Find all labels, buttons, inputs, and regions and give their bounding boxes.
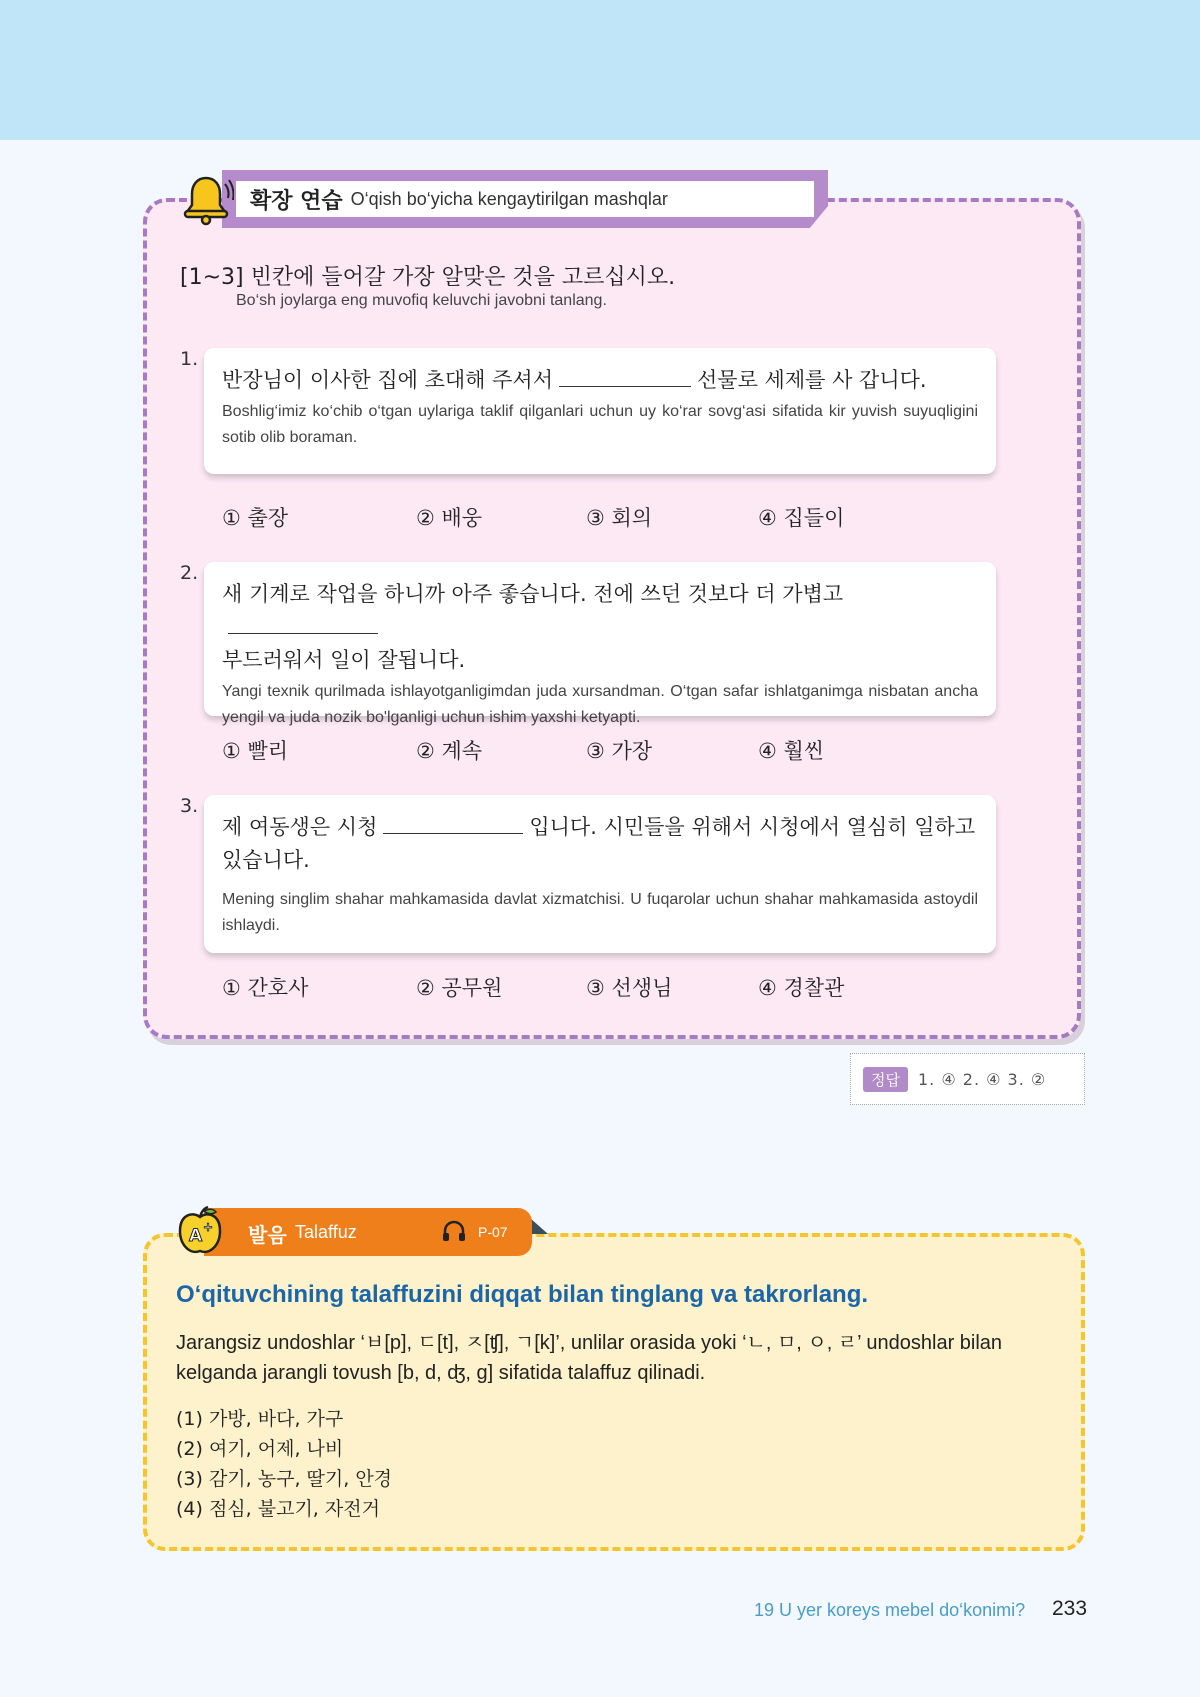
audio-track-label[interactable]: P-07 — [478, 1224, 508, 1240]
question-text-after: 부드러워서 일이 잘됩니다. — [222, 648, 466, 672]
svg-text:A: A — [189, 1226, 203, 1246]
question-text-ko — [222, 811, 978, 877]
blank-line — [228, 611, 378, 634]
exercise-title-uz: O‘qish bo‘yicha kengaytirilgan mashqlar — [350, 188, 668, 209]
question-text-ko — [222, 578, 978, 677]
question-card — [204, 348, 996, 474]
question-text-before: 반장님이 이사한 집에 초대해 주셔서 — [222, 368, 553, 392]
option-4[interactable]: ④ 경찰관 — [758, 976, 845, 1000]
option-3[interactable]: ③ 선생님 — [586, 976, 673, 1000]
page-number: 233 — [1052, 1597, 1088, 1620]
question-translation: Yangi texnik qurilmada ishlayotganligimdan juda xursandman. O‘tgan safar ishlatganimga nisbatan ancha yengil va juda nozik bo'lganligi uchun ishim yaxshi ketyapti. — [222, 683, 978, 726]
pronunciation-item: (4) 점심, 불고기, 자전거 — [176, 1498, 380, 1520]
tab-fold — [530, 1218, 548, 1234]
question-translation: Mening singlim shahar mahkamasida davlat xizmatchisi. U fuqarolar uchun shahar mahkamasida astoydil ishlaydi. — [222, 891, 978, 934]
question-text-after: 입니다. 시민들을 위해서 시청에서 열심히 일하고 있습니다. — [222, 815, 976, 872]
chapter-title: 19 U yer koreys mebel do‘konimi? — [754, 1600, 1026, 1620]
svg-text:+: + — [203, 1220, 214, 1234]
top-banner — [0, 0, 1200, 140]
option-1[interactable]: ① 출장 — [222, 506, 289, 530]
question-card — [204, 795, 996, 953]
pronunciation-item: (1) 가방, 바다, 가구 — [176, 1408, 344, 1430]
pronunciation-title-uz: Talaffuz — [295, 1222, 357, 1242]
question-number: 1. — [180, 348, 199, 370]
headphone-icon[interactable] — [442, 1220, 466, 1242]
question-text-before: 새 기계로 작업을 하니까 아주 좋습니다. 전에 쓰던 것보다 더 가볍고 — [222, 582, 844, 606]
pronunciation-title-ko: 발음 — [248, 1223, 287, 1247]
option-2[interactable]: ② 계속 — [416, 739, 483, 763]
answer-text: 1. ④ 2. ④ 3. ② — [917, 1069, 1047, 1089]
question-number: 3. — [180, 795, 199, 817]
question-card — [204, 562, 996, 726]
exercise-title-ko: 확장 연습 — [250, 188, 343, 214]
option-3[interactable]: ③ 회의 — [586, 506, 653, 530]
answer-key — [850, 1053, 1085, 1105]
question-text-after: 선물로 세제를 사 갑니다. — [697, 368, 927, 392]
option-4[interactable]: ④ 집들이 — [758, 506, 845, 530]
instruction-ko: [1~3] 빈칸에 들어갈 가장 알맞은 것을 고르십시오. — [180, 265, 676, 290]
option-2[interactable]: ② 배웅 — [416, 506, 483, 530]
option-1[interactable]: ① 간호사 — [222, 976, 309, 1000]
option-4[interactable]: ④ 훨씬 — [758, 739, 825, 763]
pronunciation-rule: Jarangsiz undoshlar ‘ㅂ[p], ㄷ[t], ㅈ[ʧ], ㄱ[k]’, unlilar orasida yoki ‘ㄴ, ㅁ, ㅇ, ㄹ’ undoshlar bilan kelganda jarangli tovush [b, d, ʤ, g] sifatida talaffuz qilinadi. — [176, 1332, 1003, 1384]
blank-line — [559, 364, 691, 387]
question-text-ko — [222, 364, 978, 397]
apple-icon — [172, 1203, 228, 1259]
exercise-title-bar — [236, 181, 814, 217]
question-translation: Boshlig‘imiz ko‘chib o‘tgan uylariga taklif qilganlari uchun uy ko‘rar sovg‘asi sifatida kir yuvish suyuqligini sotib olib boraman. — [222, 403, 978, 446]
instruction-uz: Bo‘sh joylarga eng muvofiq keluvchi javobni tanlang. — [236, 292, 607, 309]
answer-label: 정답 — [863, 1067, 908, 1092]
bell-icon — [178, 172, 234, 228]
option-2[interactable]: ② 공무원 — [416, 976, 503, 1000]
pronunciation-item: (3) 감기, 농구, 딸기, 안경 — [176, 1468, 393, 1490]
option-1[interactable]: ① 빨리 — [222, 739, 289, 763]
pronunciation-heading: O‘qituvchining talaffuzini diqqat bilan tinglang va takrorlang. — [176, 1281, 869, 1308]
blank-line — [383, 811, 523, 834]
question-text-before: 제 여동생은 시청 — [222, 815, 378, 839]
pronunciation-item: (2) 여기, 어제, 나비 — [176, 1438, 344, 1460]
question-number: 2. — [180, 562, 199, 584]
option-3[interactable]: ③ 가장 — [586, 739, 653, 763]
